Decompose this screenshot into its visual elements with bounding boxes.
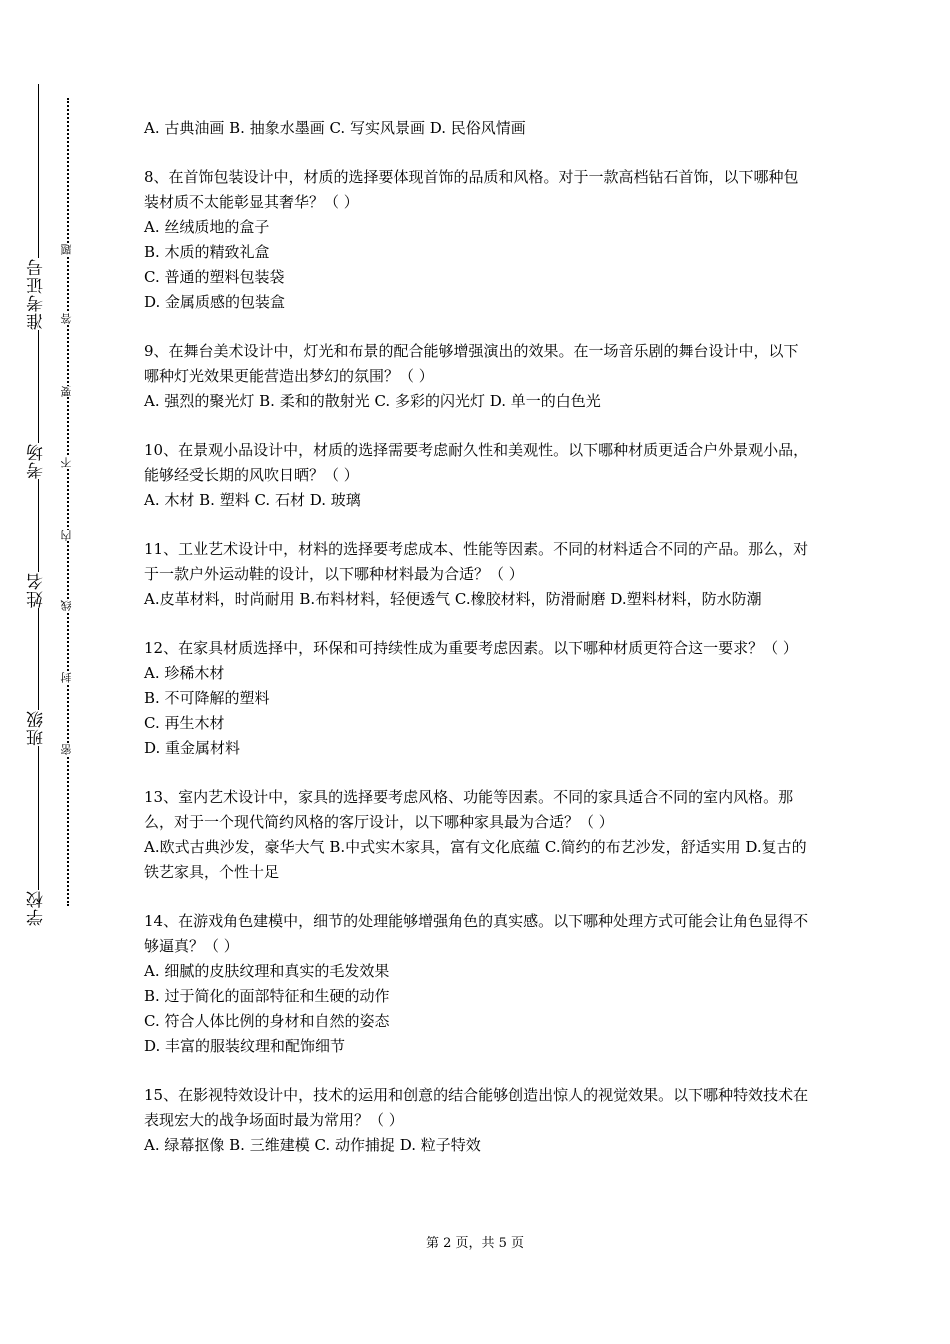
seal-char: 线 bbox=[58, 600, 76, 611]
question-list bbox=[144, 116, 812, 1182]
question-14 bbox=[144, 909, 812, 1059]
question-stem: 15、在影视特效设计中，技术的运用和创意的结合能够创造出惊人的视觉效果。以下哪种特效技术在表现宏大的战争场面时最为常用？（ ） bbox=[144, 1086, 809, 1129]
option-c: C. 普通的塑料包装袋 bbox=[144, 268, 285, 286]
question-8 bbox=[144, 165, 812, 315]
question-9 bbox=[144, 339, 812, 414]
question-stem: 8、在首饰包装设计中，材质的选择要体现首饰的品质和风格。对于一款高档钻石首饰，以下哪种包装材质不太能彰显其奢华？（ ） bbox=[144, 168, 799, 211]
option-line: A.皮革材料，时尚耐用 B.布料材料，轻便透气 C.橡胶材料，防滑耐磨 D.塑料材料，防水防潮 bbox=[144, 590, 762, 608]
seal-dotted-line bbox=[67, 98, 69, 906]
option-b: B. 不可降解的塑料 bbox=[144, 689, 270, 707]
question-stem: 10、在景观小品设计中，材质的选择需要考虑耐久性和美观性。以下哪种材质更适合户外景观小品，能够经受长期的风吹日晒？（ ） bbox=[144, 441, 809, 484]
option-b: B. 木质的精致礼盒 bbox=[144, 243, 270, 261]
option-line: A. 古典油画 B. 抽象水墨画 C. 写实风景画 D. 民俗风情画 bbox=[144, 119, 526, 137]
option-d: D. 丰富的服装纹理和配饰细节 bbox=[144, 1037, 346, 1055]
seal-char: 密 bbox=[58, 744, 76, 755]
question-stem: 12、在家具材质选择中，环保和可持续性成为重要考虑因素。以下哪种材质更符合这一要求？（ ） bbox=[144, 639, 798, 657]
question-15 bbox=[144, 1083, 812, 1158]
option-line: A.欧式古典沙发，豪华大气 B.中式实木家具，富有文化底蕴 C.简约的布艺沙发，舒适实用 D.复古的铁艺家具，个性十足 bbox=[144, 838, 807, 881]
field-exam-room: 考场 bbox=[21, 443, 51, 479]
binding-solid-line bbox=[38, 84, 39, 924]
seal-char: 题 bbox=[58, 244, 76, 255]
option-c: C. 符合人体比例的身材和自然的姿态 bbox=[144, 1012, 390, 1030]
option-a: A. 珍稀木材 bbox=[144, 664, 225, 682]
option-line: A. 强烈的聚光灯 B. 柔和的散射光 C. 多彩的闪光灯 D. 单一的白色光 bbox=[144, 392, 601, 410]
option-d: D. 金属质感的包装盒 bbox=[144, 293, 286, 311]
field-name: 姓名 bbox=[21, 572, 51, 608]
question-7-options bbox=[144, 116, 812, 141]
question-12 bbox=[144, 636, 812, 761]
question-11 bbox=[144, 537, 812, 612]
page-footer: 第 2 页，共 5 页 bbox=[425, 1236, 525, 1251]
question-10 bbox=[144, 438, 812, 513]
option-line: A. 绿幕抠像 B. 三维建模 C. 动作捕捉 D. 粒子特效 bbox=[144, 1136, 481, 1154]
seal-char: 答 bbox=[58, 313, 76, 324]
question-stem: 13、室内艺术设计中，家具的选择要考虑风格、功能等因素。不同的家具适合不同的室内风格。那么，对于一个现代简约风格的客厅设计，以下哪种家具最为合适？（ ） bbox=[144, 788, 794, 831]
seal-char: 封 bbox=[58, 672, 76, 683]
option-line: A. 木材 B. 塑料 C. 石材 D. 玻璃 bbox=[144, 491, 361, 509]
option-d: D. 重金属材料 bbox=[144, 739, 241, 757]
question-stem: 11、工业艺术设计中，材料的选择要考虑成本、性能等因素。不同的材料适合不同的产品。那么，对于一款户外运动鞋的设计，以下哪种材料最为合适？（ ） bbox=[144, 540, 809, 583]
option-c: C. 再生木材 bbox=[144, 714, 225, 732]
field-school: 学校 bbox=[21, 890, 51, 926]
seal-char: 不 bbox=[58, 457, 76, 468]
option-a: A. 细腻的皮肤纹理和真实的毛发效果 bbox=[144, 962, 390, 980]
question-stem: 9、在舞台美术设计中，灯光和布景的配合能够增强演出的效果。在一场音乐剧的舞台设计中，以下哪种灯光效果更能营造出梦幻的氛围？（ ） bbox=[144, 342, 799, 385]
seal-char: 内 bbox=[58, 530, 76, 541]
option-a: A. 丝绒质地的盒子 bbox=[144, 218, 270, 236]
seal-char: 要 bbox=[58, 386, 76, 397]
option-b: B. 过于简化的面部特征和生硬的动作 bbox=[144, 987, 390, 1005]
field-class: 班级 bbox=[21, 710, 51, 746]
question-13 bbox=[144, 785, 812, 885]
field-admission-number: 准考证号 bbox=[21, 258, 51, 330]
binding-margin bbox=[0, 0, 90, 1344]
question-stem: 14、在游戏角色建模中，细节的处理能够增强角色的真实感。以下哪种处理方式可能会让角色显得不够逼真？（ ） bbox=[144, 912, 809, 955]
